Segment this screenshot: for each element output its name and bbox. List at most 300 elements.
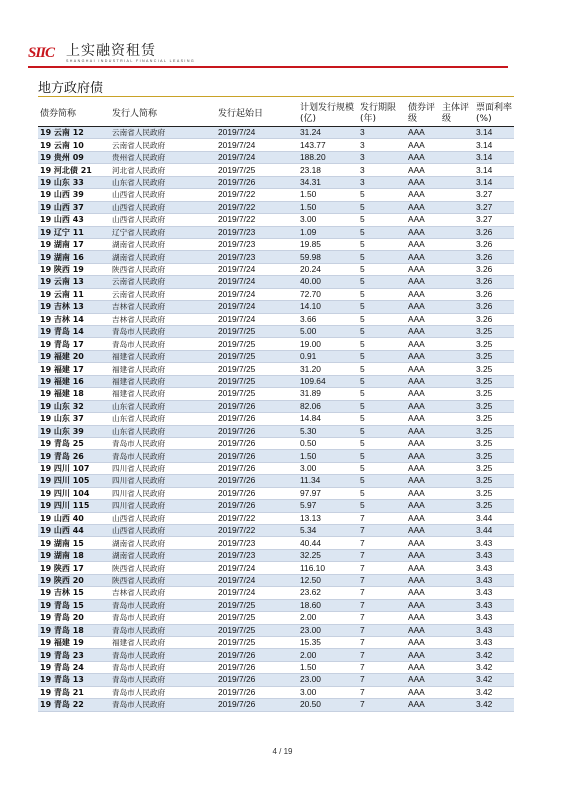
issuer-rating-cell (440, 226, 474, 238)
coupon-rate-cell: 3.43 (474, 612, 514, 624)
issuer-rating-cell (440, 139, 474, 151)
issuer-rating-cell (440, 500, 474, 512)
issue-size-cell: 3.00 (298, 462, 358, 474)
bond-rating-cell: AAA (406, 686, 440, 698)
bond-name-cell: 19 青岛 21 (38, 686, 110, 698)
issue-size-cell: 2.00 (298, 612, 358, 624)
issuer-rating-cell (440, 176, 474, 188)
issue-date-cell: 2019/7/24 (216, 151, 298, 163)
bond-name-cell: 19 青岛 22 (38, 699, 110, 711)
issue-date-cell: 2019/7/23 (216, 549, 298, 561)
issuer-cell: 云南省人民政府 (110, 127, 216, 139)
issuer-rating-header: 主体评级 (440, 102, 474, 127)
term-cell: 5 (358, 500, 406, 512)
coupon-rate-cell: 3.25 (474, 475, 514, 487)
bond-name-cell: 19 云南 11 (38, 288, 110, 300)
issue-date-cell: 2019/7/22 (216, 189, 298, 201)
term-cell: 5 (358, 251, 406, 263)
coupon-rate-cell: 3.43 (474, 562, 514, 574)
bond-name-cell: 19 云南 13 (38, 276, 110, 288)
issuer-cell: 福建省人民政府 (110, 636, 216, 648)
issue-size-cell: 143.77 (298, 139, 358, 151)
bond-rating-cell: AAA (406, 301, 440, 313)
issuer-rating-cell (440, 363, 474, 375)
bond-name-cell: 19 陕西 17 (38, 562, 110, 574)
bond-rating-cell: AAA (406, 214, 440, 226)
issue-size-cell: 5.97 (298, 500, 358, 512)
issue-size-header: 计划发行规模(亿) (298, 102, 358, 127)
issue-size-cell: 1.50 (298, 450, 358, 462)
term-cell: 7 (358, 549, 406, 561)
issuer-rating-cell (440, 512, 474, 524)
term-cell: 5 (358, 450, 406, 462)
issue-date-cell: 2019/7/26 (216, 487, 298, 499)
coupon-rate-cell: 3.25 (474, 425, 514, 437)
bond-rating-cell: AAA (406, 487, 440, 499)
issue-date-cell: 2019/7/25 (216, 388, 298, 400)
table-row (38, 636, 514, 648)
term-cell: 7 (358, 537, 406, 549)
issuer-cell: 吉林省人民政府 (110, 587, 216, 599)
bond-rating-cell: AAA (406, 151, 440, 163)
coupon-rate-cell: 3.27 (474, 201, 514, 213)
term-cell: 5 (358, 400, 406, 412)
bond-rating-cell: AAA (406, 512, 440, 524)
issuer-cell: 青岛市人民政府 (110, 612, 216, 624)
coupon-rate-cell: 3.42 (474, 649, 514, 661)
bond-rating-cell: AAA (406, 139, 440, 151)
issuer-rating-cell (440, 189, 474, 201)
issue-size-cell: 40.00 (298, 276, 358, 288)
table-row (38, 189, 514, 201)
term-cell: 7 (358, 636, 406, 648)
table-row (38, 301, 514, 313)
issuer-cell: 山东省人民政府 (110, 413, 216, 425)
coupon-rate-cell: 3.25 (474, 500, 514, 512)
issue-date-cell: 2019/7/24 (216, 562, 298, 574)
term-cell: 5 (358, 214, 406, 226)
issuer-cell: 福建省人民政府 (110, 363, 216, 375)
bond-rating-cell: AAA (406, 649, 440, 661)
bond-rating-cell: AAA (406, 599, 440, 611)
issue-date-cell: 2019/7/24 (216, 587, 298, 599)
issue-date-cell: 2019/7/26 (216, 413, 298, 425)
issuer-rating-cell (440, 437, 474, 449)
issue-date-cell: 2019/7/26 (216, 686, 298, 698)
table-row (38, 661, 514, 673)
coupon-rate-cell: 3.26 (474, 313, 514, 325)
table-row (38, 338, 514, 350)
coupon-rate-cell: 3.25 (474, 350, 514, 362)
bond-name-cell: 19 青岛 25 (38, 437, 110, 449)
issue-size-cell: 23.62 (298, 587, 358, 599)
bond-rating-cell: AAA (406, 388, 440, 400)
issuer-rating-cell (440, 313, 474, 325)
coupon-rate-cell: 3.14 (474, 139, 514, 151)
issuer-cell: 湖南省人民政府 (110, 251, 216, 263)
coupon-rate-cell: 3.43 (474, 636, 514, 648)
table-row (38, 649, 514, 661)
issuer-rating-cell (440, 562, 474, 574)
bond-rating-cell: AAA (406, 500, 440, 512)
issue-size-cell: 31.24 (298, 127, 358, 139)
issuer-cell: 吉林省人民政府 (110, 301, 216, 313)
table-row (38, 487, 514, 499)
bond-rating-header: 债券评级 (406, 102, 440, 127)
issuer-rating-cell (440, 624, 474, 636)
bond-name-cell: 19 青岛 26 (38, 450, 110, 462)
issuer-rating-cell (440, 475, 474, 487)
table-row (38, 238, 514, 250)
issue-date-cell: 2019/7/24 (216, 288, 298, 300)
issue-date-cell: 2019/7/24 (216, 301, 298, 313)
term-cell: 5 (358, 388, 406, 400)
issue-date-cell: 2019/7/26 (216, 450, 298, 462)
table-row (38, 263, 514, 275)
table-row (38, 500, 514, 512)
coupon-rate-cell: 3.43 (474, 599, 514, 611)
coupon-rate-header: 票面利率(%) (474, 102, 514, 127)
table-row (38, 326, 514, 338)
bond-name-cell: 19 山东 39 (38, 425, 110, 437)
coupon-rate-cell: 3.43 (474, 574, 514, 586)
issuer-rating-cell (440, 201, 474, 213)
bond-rating-cell: AAA (406, 288, 440, 300)
issue-size-cell: 20.24 (298, 263, 358, 275)
issue-size-cell: 1.50 (298, 189, 358, 201)
issuer-rating-cell (440, 214, 474, 226)
issuer-rating-cell (440, 599, 474, 611)
bond-name-cell: 19 四川 104 (38, 487, 110, 499)
issuer-cell: 湖南省人民政府 (110, 238, 216, 250)
table-row (38, 139, 514, 151)
issue-date-cell: 2019/7/24 (216, 139, 298, 151)
bond-name-cell: 19 四川 107 (38, 462, 110, 474)
issue-size-cell: 1.50 (298, 201, 358, 213)
table-row (38, 512, 514, 524)
term-cell: 7 (358, 599, 406, 611)
bond-rating-cell: AAA (406, 226, 440, 238)
issuer-rating-cell (440, 462, 474, 474)
section-divider (38, 96, 514, 97)
table-row (38, 612, 514, 624)
issue-size-cell: 11.34 (298, 475, 358, 487)
issue-date-cell: 2019/7/26 (216, 462, 298, 474)
issue-date-cell: 2019/7/24 (216, 263, 298, 275)
issuer-cell: 山西省人民政府 (110, 201, 216, 213)
table-header-row (38, 102, 514, 127)
bond-rating-cell: AAA (406, 450, 440, 462)
issuer-rating-cell (440, 450, 474, 462)
term-cell: 5 (358, 413, 406, 425)
term-cell: 5 (358, 375, 406, 387)
issue-date-cell: 2019/7/26 (216, 649, 298, 661)
issuer-cell: 青岛市人民政府 (110, 624, 216, 636)
table-row (38, 201, 514, 213)
issue-date-cell: 2019/7/25 (216, 599, 298, 611)
bond-name-cell: 19 陕西 19 (38, 263, 110, 275)
issue-date-cell: 2019/7/24 (216, 313, 298, 325)
issue-size-cell: 31.89 (298, 388, 358, 400)
table-row (38, 313, 514, 325)
term-cell: 5 (358, 238, 406, 250)
bond-name-cell: 19 青岛 14 (38, 326, 110, 338)
issuer-cell: 辽宁省人民政府 (110, 226, 216, 238)
table-row (38, 350, 514, 362)
issue-size-cell: 14.84 (298, 413, 358, 425)
issue-size-cell: 15.35 (298, 636, 358, 648)
issuer-rating-cell (440, 301, 474, 313)
coupon-rate-cell: 3.26 (474, 301, 514, 313)
issue-size-cell: 1.50 (298, 661, 358, 673)
term-header: 发行期限(年) (358, 102, 406, 127)
bond-name-cell: 19 云南 12 (38, 127, 110, 139)
table-row (38, 425, 514, 437)
issuer-rating-cell (440, 425, 474, 437)
coupon-rate-cell: 3.25 (474, 338, 514, 350)
bond-rating-cell: AAA (406, 375, 440, 387)
table-row (38, 686, 514, 698)
term-cell: 7 (358, 674, 406, 686)
issue-date-cell: 2019/7/26 (216, 176, 298, 188)
coupon-rate-cell: 3.27 (474, 214, 514, 226)
issuer-rating-cell (440, 574, 474, 586)
coupon-rate-cell: 3.25 (474, 375, 514, 387)
issuer-cell: 青岛市人民政府 (110, 699, 216, 711)
bond-name-cell: 19 福建 19 (38, 636, 110, 648)
issuer-rating-cell (440, 549, 474, 561)
issue-size-cell: 34.31 (298, 176, 358, 188)
bond-name-cell: 19 陕西 20 (38, 574, 110, 586)
bond-name-cell: 19 四川 115 (38, 500, 110, 512)
issuer-header: 发行人简称 (110, 102, 216, 127)
table-row (38, 674, 514, 686)
issue-date-cell: 2019/7/23 (216, 251, 298, 263)
bond-rating-cell: AAA (406, 238, 440, 250)
coupon-rate-cell: 3.26 (474, 263, 514, 275)
coupon-rate-cell: 3.14 (474, 151, 514, 163)
issuer-cell: 陕西省人民政府 (110, 263, 216, 275)
term-cell: 5 (358, 288, 406, 300)
term-cell: 5 (358, 226, 406, 238)
coupon-rate-cell: 3.25 (474, 413, 514, 425)
issuer-rating-cell (440, 699, 474, 711)
term-cell: 7 (358, 574, 406, 586)
term-cell: 7 (358, 512, 406, 524)
term-cell: 5 (358, 338, 406, 350)
bond-name-header: 债券简称 (38, 102, 110, 127)
coupon-rate-cell: 3.26 (474, 251, 514, 263)
bond-name-cell: 19 山东 33 (38, 176, 110, 188)
company-name: 上实融资租赁 (66, 42, 156, 59)
issue-size-cell: 23.00 (298, 624, 358, 636)
issue-date-cell: 2019/7/26 (216, 674, 298, 686)
issue-size-cell: 23.18 (298, 164, 358, 176)
table-row (38, 151, 514, 163)
issuer-cell: 青岛市人民政府 (110, 674, 216, 686)
term-cell: 7 (358, 699, 406, 711)
logo-text (66, 43, 195, 64)
issuer-cell: 青岛市人民政府 (110, 326, 216, 338)
term-cell: 5 (358, 462, 406, 474)
bond-name-cell: 19 福建 17 (38, 363, 110, 375)
issue-size-cell: 116.10 (298, 562, 358, 574)
bond-name-cell: 19 河北债 21 (38, 164, 110, 176)
term-cell: 5 (358, 487, 406, 499)
issuer-cell: 青岛市人民政府 (110, 661, 216, 673)
issue-size-cell: 1.09 (298, 226, 358, 238)
table-row (38, 599, 514, 611)
table-row (38, 525, 514, 537)
bond-rating-cell: AAA (406, 251, 440, 263)
coupon-rate-cell: 3.43 (474, 549, 514, 561)
issue-size-cell: 3.00 (298, 686, 358, 698)
bond-rating-cell: AAA (406, 537, 440, 549)
issuer-rating-cell (440, 537, 474, 549)
company-logo (28, 40, 195, 66)
issuer-cell: 福建省人民政府 (110, 350, 216, 362)
coupon-rate-cell: 3.25 (474, 388, 514, 400)
issue-size-cell: 40.44 (298, 537, 358, 549)
table-row (38, 462, 514, 474)
bond-rating-cell: AAA (406, 363, 440, 375)
coupon-rate-cell: 3.43 (474, 537, 514, 549)
issuer-cell: 山西省人民政府 (110, 512, 216, 524)
issue-date-cell: 2019/7/25 (216, 350, 298, 362)
term-cell: 5 (358, 201, 406, 213)
issue-size-cell: 82.06 (298, 400, 358, 412)
issuer-cell: 青岛市人民政府 (110, 437, 216, 449)
issue-size-cell: 109.64 (298, 375, 358, 387)
issue-size-cell: 97.97 (298, 487, 358, 499)
bond-rating-cell: AAA (406, 338, 440, 350)
term-cell: 5 (358, 326, 406, 338)
issue-size-cell: 3.00 (298, 214, 358, 226)
bond-name-cell: 19 湖南 17 (38, 238, 110, 250)
table-row (38, 587, 514, 599)
table-row (38, 537, 514, 549)
table-row (38, 388, 514, 400)
issue-size-cell: 14.10 (298, 301, 358, 313)
issue-date-cell: 2019/7/25 (216, 164, 298, 176)
issue-date-cell: 2019/7/25 (216, 326, 298, 338)
issue-date-cell: 2019/7/26 (216, 425, 298, 437)
bond-name-cell: 19 青岛 17 (38, 338, 110, 350)
term-cell: 5 (358, 363, 406, 375)
term-cell: 5 (358, 313, 406, 325)
issuer-cell: 湖南省人民政府 (110, 549, 216, 561)
issuer-rating-cell (440, 350, 474, 362)
issuer-rating-cell (440, 375, 474, 387)
issue-date-cell: 2019/7/22 (216, 214, 298, 226)
issuer-cell: 山东省人民政府 (110, 176, 216, 188)
issuer-cell: 山西省人民政府 (110, 189, 216, 201)
term-cell: 3 (358, 176, 406, 188)
term-cell: 3 (358, 127, 406, 139)
logo-mark: SIIC (28, 44, 55, 61)
term-cell: 5 (358, 276, 406, 288)
coupon-rate-cell: 3.14 (474, 127, 514, 139)
term-cell: 7 (358, 661, 406, 673)
issue-size-cell: 2.00 (298, 649, 358, 661)
table-row (38, 363, 514, 375)
issue-date-cell: 2019/7/26 (216, 437, 298, 449)
issuer-rating-cell (440, 251, 474, 263)
bond-rating-cell: AAA (406, 425, 440, 437)
issue-size-cell: 19.00 (298, 338, 358, 350)
page-number: 4 / 19 (272, 747, 293, 756)
issuer-cell: 青岛市人民政府 (110, 686, 216, 698)
coupon-rate-cell: 3.25 (474, 450, 514, 462)
issue-date-cell: 2019/7/23 (216, 238, 298, 250)
bond-rating-cell: AAA (406, 263, 440, 275)
bond-rating-cell: AAA (406, 587, 440, 599)
bond-rating-cell: AAA (406, 276, 440, 288)
issuer-rating-cell (440, 612, 474, 624)
bond-name-cell: 19 山西 39 (38, 189, 110, 201)
term-cell: 7 (358, 612, 406, 624)
issue-date-cell: 2019/7/25 (216, 636, 298, 648)
issue-size-cell: 31.20 (298, 363, 358, 375)
table-row (38, 176, 514, 188)
issuer-rating-cell (440, 686, 474, 698)
issue-size-cell: 20.50 (298, 699, 358, 711)
bond-rating-cell: AAA (406, 164, 440, 176)
issue-date-cell: 2019/7/22 (216, 512, 298, 524)
bond-rating-cell: AAA (406, 674, 440, 686)
term-cell: 7 (358, 587, 406, 599)
coupon-rate-cell: 3.26 (474, 226, 514, 238)
issue-date-cell: 2019/7/25 (216, 624, 298, 636)
issuer-cell: 吉林省人民政府 (110, 313, 216, 325)
issue-size-cell: 18.60 (298, 599, 358, 611)
table-row (38, 549, 514, 561)
coupon-rate-cell: 3.26 (474, 238, 514, 250)
bond-rating-cell: AAA (406, 413, 440, 425)
issue-date-cell: 2019/7/25 (216, 612, 298, 624)
coupon-rate-cell: 3.26 (474, 288, 514, 300)
issuer-rating-cell (440, 525, 474, 537)
bond-rating-cell: AAA (406, 612, 440, 624)
bond-name-cell: 19 贵州 09 (38, 151, 110, 163)
table-row (38, 288, 514, 300)
issuer-cell: 四川省人民政府 (110, 487, 216, 499)
issuer-rating-cell (440, 636, 474, 648)
bond-name-cell: 19 吉林 13 (38, 301, 110, 313)
table-body (38, 127, 514, 712)
bond-rating-cell: AAA (406, 699, 440, 711)
issue-date-cell: 2019/7/24 (216, 127, 298, 139)
issuer-cell: 山西省人民政府 (110, 525, 216, 537)
issue-date-header: 发行起始日 (216, 102, 298, 127)
issuer-rating-cell (440, 238, 474, 250)
bond-name-cell: 19 福建 18 (38, 388, 110, 400)
bond-name-cell: 19 吉林 14 (38, 313, 110, 325)
issuer-cell: 山东省人民政府 (110, 400, 216, 412)
issue-size-cell: 188.20 (298, 151, 358, 163)
bond-rating-cell: AAA (406, 400, 440, 412)
issuer-cell: 青岛市人民政府 (110, 649, 216, 661)
issuer-cell: 四川省人民政府 (110, 500, 216, 512)
table-row (38, 624, 514, 636)
issue-size-cell: 3.66 (298, 313, 358, 325)
coupon-rate-cell: 3.44 (474, 525, 514, 537)
term-cell: 5 (358, 263, 406, 275)
issuer-rating-cell (440, 674, 474, 686)
bond-name-cell: 19 青岛 18 (38, 624, 110, 636)
table-row (38, 450, 514, 462)
term-cell: 5 (358, 437, 406, 449)
